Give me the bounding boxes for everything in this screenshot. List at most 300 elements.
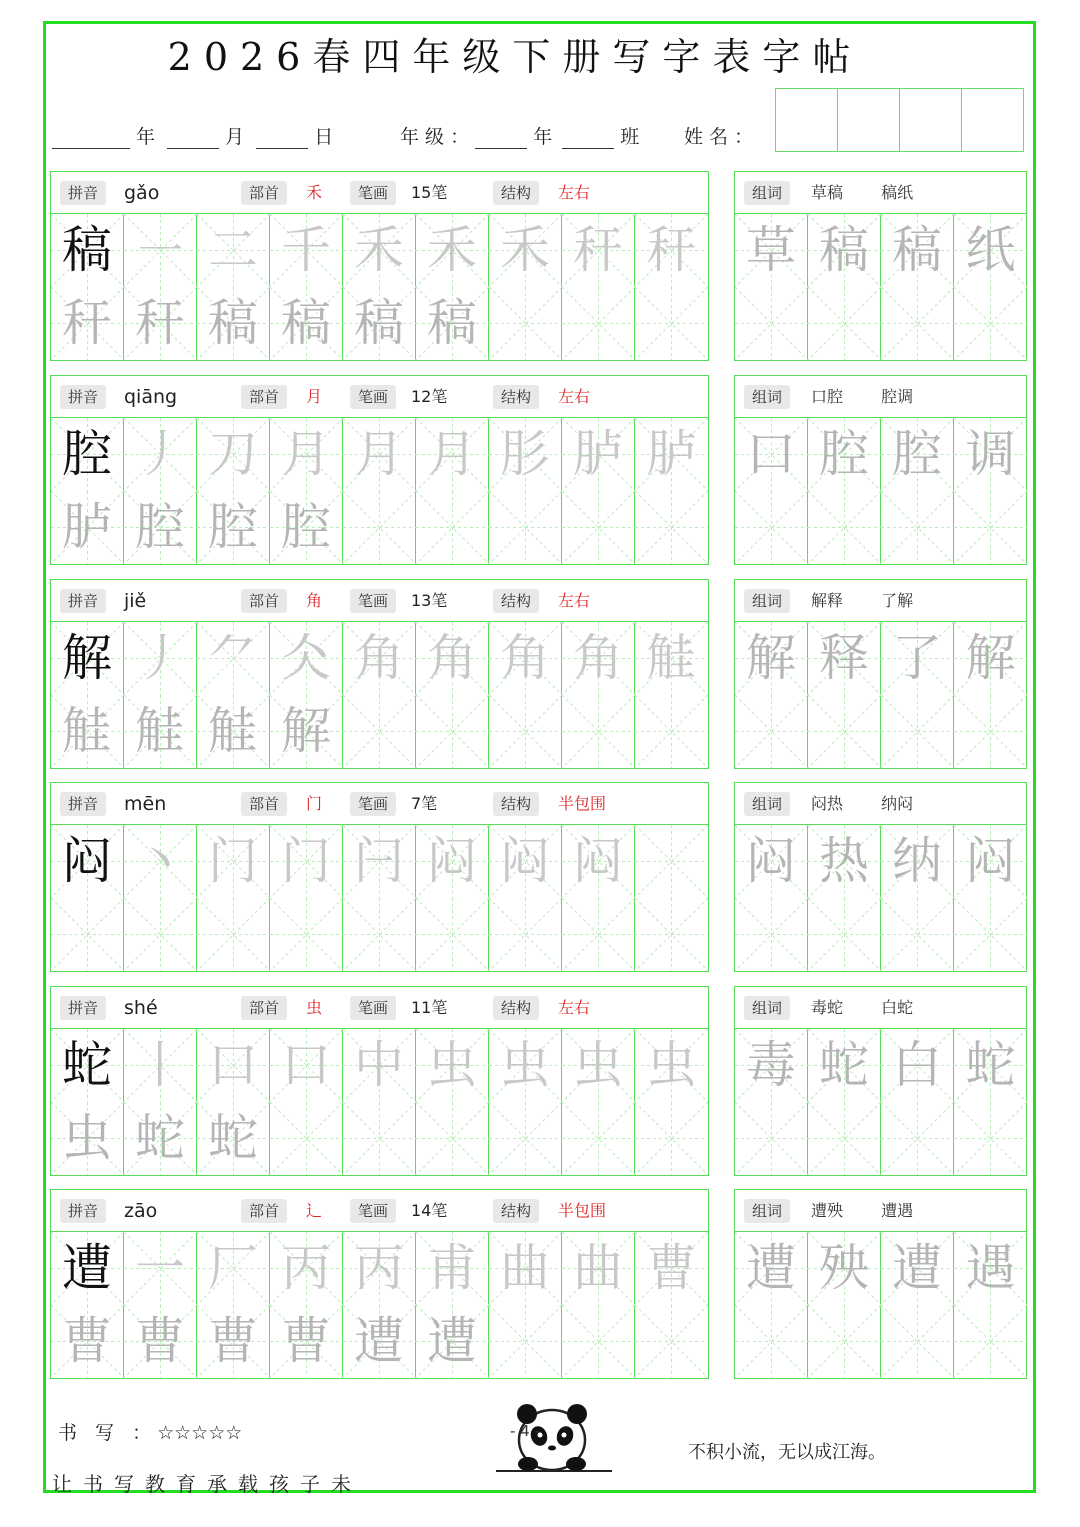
tian-cell[interactable] <box>808 695 881 768</box>
stroke-step-char: 秆 <box>135 294 185 352</box>
stroke-step-char: 禾 <box>354 221 404 279</box>
class-blank[interactable] <box>562 126 614 149</box>
tian-cell[interactable] <box>954 1305 1027 1378</box>
tian-cell[interactable] <box>954 1029 1027 1102</box>
tian-cell[interactable] <box>197 825 270 898</box>
tian-cell[interactable] <box>808 898 881 971</box>
stroke-step-char: 遭 <box>354 1312 404 1370</box>
radical-tag: 部首 <box>241 385 287 409</box>
main-char: 稿 <box>62 221 112 279</box>
tian-cell[interactable] <box>562 825 635 898</box>
tian-cell[interactable] <box>51 1029 124 1102</box>
radical-tag: 部首 <box>241 1199 287 1223</box>
word-char: 殃 <box>819 1239 869 1297</box>
tian-cell[interactable] <box>270 1102 343 1175</box>
tian-cell[interactable] <box>489 214 562 287</box>
tian-cell[interactable] <box>270 214 343 287</box>
stroke-step-char: 月 <box>281 425 331 483</box>
name-label: 姓 名 ： <box>684 126 754 148</box>
tian-cell[interactable] <box>881 418 954 491</box>
words-value: 闷热 纳闷 <box>811 794 914 813</box>
words-value: 解释 了解 <box>811 591 914 610</box>
radical-tag: 部首 <box>241 589 287 613</box>
tian-cell[interactable] <box>343 491 416 564</box>
tian-cell[interactable] <box>635 825 708 898</box>
tian-cell[interactable] <box>270 1305 343 1378</box>
tian-cell[interactable] <box>635 214 708 287</box>
radical-value: 角 <box>306 591 323 610</box>
word-char: 闷 <box>965 832 1016 890</box>
tian-cell[interactable] <box>735 418 808 491</box>
tian-cell[interactable] <box>197 287 270 360</box>
tian-cell[interactable] <box>124 1232 197 1305</box>
tian-cell[interactable] <box>51 491 124 564</box>
tian-cell[interactable] <box>51 418 124 491</box>
tian-cell[interactable] <box>954 1102 1027 1175</box>
tian-cell[interactable] <box>489 898 562 971</box>
name-cell[interactable] <box>775 88 838 152</box>
word-char: 释 <box>819 629 869 687</box>
stroke-step-char: 千 <box>281 221 331 279</box>
tian-cell[interactable] <box>124 287 197 360</box>
tian-cell[interactable] <box>881 825 954 898</box>
page-title: 2026春四年级下册写字表字帖 <box>167 35 863 79</box>
stroke-step-char: 曹 <box>646 1239 697 1297</box>
stroke-step-char: 丿 <box>135 425 185 483</box>
stroke-step-char: 稿 <box>427 294 477 352</box>
tian-cell[interactable] <box>735 1232 808 1305</box>
tian-cell[interactable] <box>416 491 489 564</box>
structure-value: 左右 <box>558 387 591 406</box>
name-boxes[interactable] <box>776 88 1028 152</box>
words-tag: 组词 <box>744 792 790 816</box>
tian-cell[interactable] <box>635 1029 708 1102</box>
tian-cell[interactable] <box>343 622 416 695</box>
stroke-step-char: 腔 <box>208 498 258 556</box>
tian-cell[interactable] <box>954 622 1027 695</box>
tian-cell[interactable] <box>416 1232 489 1305</box>
tian-cell[interactable] <box>808 1232 881 1305</box>
tian-cell[interactable] <box>954 695 1027 768</box>
tian-cell[interactable] <box>343 1102 416 1175</box>
panel-header <box>51 783 708 825</box>
tian-cell[interactable] <box>343 1305 416 1378</box>
tian-cell[interactable] <box>124 1305 197 1378</box>
radical-tag: 部首 <box>241 181 287 205</box>
tian-cell[interactable] <box>270 622 343 695</box>
tian-cell[interactable] <box>124 214 197 287</box>
radical-value: 辶 <box>306 1201 323 1220</box>
tian-cell[interactable] <box>881 214 954 287</box>
radical-value: 月 <box>306 387 323 406</box>
words-tag: 组词 <box>744 181 790 205</box>
stroke-step-char: 丶 <box>135 832 185 890</box>
tian-cell[interactable] <box>735 1029 808 1102</box>
stroke-step-char: 觟 <box>135 702 185 760</box>
stroke-step-char: 门 <box>281 832 331 890</box>
character-panel <box>50 171 709 361</box>
word-header <box>735 1190 1026 1232</box>
tian-cell[interactable] <box>562 622 635 695</box>
name-cell[interactable] <box>899 88 962 152</box>
tian-cell[interactable] <box>51 898 124 971</box>
stroke-step-char: 虫 <box>500 1036 550 1094</box>
tian-cell[interactable] <box>735 898 808 971</box>
word-char: 遭 <box>746 1239 796 1297</box>
stroke-step-char: 仌 <box>281 629 331 687</box>
word-panel <box>734 171 1027 361</box>
tian-cell[interactable] <box>197 418 270 491</box>
month-label: 月 <box>225 126 245 148</box>
tian-cell[interactable] <box>808 825 881 898</box>
words-tag: 组词 <box>744 589 790 613</box>
tian-cell[interactable] <box>197 1029 270 1102</box>
tian-cell[interactable] <box>635 287 708 360</box>
tian-cell[interactable] <box>808 491 881 564</box>
tian-cell[interactable] <box>735 1305 808 1378</box>
stroke-step-char: 禾 <box>427 221 477 279</box>
strokes-tag: 笔画 <box>350 385 396 409</box>
tian-cell[interactable] <box>954 898 1027 971</box>
tian-cell[interactable] <box>489 418 562 491</box>
word-char: 稿 <box>819 221 869 279</box>
word-header <box>735 172 1026 214</box>
tian-cell[interactable] <box>343 1232 416 1305</box>
strokes-tag: 笔画 <box>350 181 396 205</box>
tian-cell[interactable] <box>954 1232 1027 1305</box>
tian-cell[interactable] <box>489 695 562 768</box>
tian-cell[interactable] <box>954 214 1027 287</box>
tian-cell[interactable] <box>808 622 881 695</box>
tian-cell[interactable] <box>416 214 489 287</box>
page-number: - 4 - <box>510 1422 540 1440</box>
stroke-step-char: 丨 <box>135 1036 185 1094</box>
tian-cell[interactable] <box>416 898 489 971</box>
tian-cell[interactable] <box>635 1305 708 1378</box>
tian-cell[interactable] <box>270 287 343 360</box>
tian-cell[interactable] <box>735 695 808 768</box>
tian-cell[interactable] <box>808 1102 881 1175</box>
tian-cell[interactable] <box>489 825 562 898</box>
word-panel <box>734 986 1027 1176</box>
word-char: 遭 <box>892 1239 942 1297</box>
structure-tag: 结构 <box>493 1199 539 1223</box>
tian-cell[interactable] <box>635 898 708 971</box>
tian-cell[interactable] <box>562 214 635 287</box>
panel-header <box>51 172 708 214</box>
panel-header <box>51 580 708 622</box>
radical-tag: 部首 <box>241 996 287 1020</box>
stroke-step-char: 禾 <box>500 221 550 279</box>
pinyin-tag: 拼音 <box>60 1199 106 1223</box>
tian-cell[interactable] <box>562 418 635 491</box>
tian-cell[interactable] <box>635 1102 708 1175</box>
stroke-step-char: 觟 <box>208 702 258 760</box>
tian-cell[interactable] <box>124 695 197 768</box>
stroke-step-char: 遭 <box>427 1312 477 1370</box>
tian-cell[interactable] <box>808 1305 881 1378</box>
tian-cell[interactable] <box>51 622 124 695</box>
month-blank[interactable] <box>167 126 219 149</box>
tian-cell[interactable] <box>124 825 197 898</box>
tian-cell[interactable] <box>124 622 197 695</box>
stroke-step-char: 曹 <box>208 1312 258 1370</box>
tian-cell[interactable] <box>343 695 416 768</box>
tian-cell[interactable] <box>343 214 416 287</box>
tian-cell[interactable] <box>635 622 708 695</box>
tian-cell[interactable] <box>489 1029 562 1102</box>
word-char: 了 <box>892 629 942 687</box>
tian-cell[interactable] <box>416 1029 489 1102</box>
tian-cell[interactable] <box>343 1029 416 1102</box>
tian-cell[interactable] <box>735 1102 808 1175</box>
tian-cell[interactable] <box>635 491 708 564</box>
stroke-step-char: 胪 <box>646 425 697 483</box>
tian-cell[interactable] <box>51 287 124 360</box>
word-panel <box>734 1189 1027 1379</box>
tian-cell[interactable] <box>197 214 270 287</box>
words-tag: 组词 <box>744 996 790 1020</box>
tian-cell[interactable] <box>635 418 708 491</box>
slogan: 让书写教育承载孩子未 <box>52 1472 362 1496</box>
tian-cell[interactable] <box>124 491 197 564</box>
words-value: 毒蛇 白蛇 <box>811 998 914 1017</box>
tian-cell[interactable] <box>124 418 197 491</box>
tian-cell[interactable] <box>416 418 489 491</box>
word-char: 草 <box>746 221 796 279</box>
grade-line <box>400 122 639 149</box>
stroke-step-char: 口 <box>208 1036 258 1094</box>
word-char: 稿 <box>892 221 942 279</box>
stroke-step-char: 曲 <box>573 1239 623 1297</box>
pinyin-value: shé <box>124 997 158 1019</box>
tian-cell[interactable] <box>51 1305 124 1378</box>
tian-cell[interactable] <box>489 1232 562 1305</box>
tian-cell[interactable] <box>343 898 416 971</box>
word-char: 白 <box>892 1036 942 1094</box>
tian-cell[interactable] <box>270 418 343 491</box>
tian-cell[interactable] <box>562 491 635 564</box>
tian-cell[interactable] <box>562 287 635 360</box>
year-label: 年 <box>136 126 156 148</box>
stroke-step-char: 觟 <box>646 629 697 687</box>
tian-cell[interactable] <box>881 898 954 971</box>
day-blank[interactable] <box>256 126 308 149</box>
tian-cell[interactable] <box>808 214 881 287</box>
tian-cell[interactable] <box>51 214 124 287</box>
character-panel <box>50 986 709 1176</box>
stroke-step-char: 闷 <box>573 832 623 890</box>
stroke-step-char: ⺈ <box>208 629 258 687</box>
name-cell[interactable] <box>837 88 900 152</box>
radical-tag: 部首 <box>241 792 287 816</box>
word-char: 口 <box>746 425 796 483</box>
stroke-step-char: 蛇 <box>208 1109 258 1167</box>
tian-cell[interactable] <box>51 825 124 898</box>
tian-cell[interactable] <box>735 287 808 360</box>
structure-tag: 结构 <box>493 181 539 205</box>
tian-cell[interactable] <box>881 491 954 564</box>
tian-cell[interactable] <box>270 1029 343 1102</box>
year-blank[interactable] <box>52 126 130 149</box>
stroke-step-char: 丿 <box>135 629 185 687</box>
grade-blank[interactable] <box>475 126 527 149</box>
tian-cell[interactable] <box>808 287 881 360</box>
stroke-step-char: 曲 <box>500 1239 550 1297</box>
tian-cell[interactable] <box>881 287 954 360</box>
stroke-step-char: 肜 <box>500 425 550 483</box>
stroke-step-char: 胪 <box>62 498 112 556</box>
stroke-step-char: 腔 <box>135 498 185 556</box>
tian-cell[interactable] <box>489 491 562 564</box>
character-panel <box>50 1189 709 1379</box>
panel-header <box>51 987 708 1029</box>
tian-cell[interactable] <box>343 418 416 491</box>
tian-cell[interactable] <box>489 1102 562 1175</box>
stroke-step-char: ㇐ <box>135 221 185 279</box>
stroke-step-char: 虫 <box>646 1036 697 1094</box>
tian-cell[interactable] <box>562 1029 635 1102</box>
tian-cell[interactable] <box>197 491 270 564</box>
tian-cell[interactable] <box>51 1232 124 1305</box>
tian-cell[interactable] <box>489 1305 562 1378</box>
structure-value: 半包围 <box>558 1201 607 1220</box>
tian-cell[interactable] <box>881 622 954 695</box>
tian-cell[interactable] <box>635 695 708 768</box>
tian-cell[interactable] <box>197 622 270 695</box>
tian-cell[interactable] <box>562 695 635 768</box>
tian-cell[interactable] <box>562 898 635 971</box>
date-line <box>52 122 333 149</box>
stroke-step-char: 中 <box>354 1036 404 1094</box>
stroke-step-char: 虫 <box>427 1036 477 1094</box>
structure-tag: 结构 <box>493 589 539 613</box>
tian-cell[interactable] <box>416 1102 489 1175</box>
panel-header <box>51 1190 708 1232</box>
pinyin-tag: 拼音 <box>60 792 106 816</box>
word-header <box>735 987 1026 1029</box>
word-header <box>735 376 1026 418</box>
structure-tag: 结构 <box>493 385 539 409</box>
stroke-step-char: 口 <box>281 1036 331 1094</box>
tian-cell[interactable] <box>808 1029 881 1102</box>
tian-cell[interactable] <box>735 214 808 287</box>
tian-cell[interactable] <box>881 1232 954 1305</box>
tian-cell[interactable] <box>489 287 562 360</box>
tian-cell[interactable] <box>197 1305 270 1378</box>
character-panel <box>50 579 709 769</box>
tian-cell[interactable] <box>51 1102 124 1175</box>
word-char: 解 <box>746 629 796 687</box>
tian-cell[interactable] <box>197 1102 270 1175</box>
tian-cell[interactable] <box>124 898 197 971</box>
tian-cell[interactable] <box>270 825 343 898</box>
tian-cell[interactable] <box>416 1305 489 1378</box>
character-panel <box>50 375 709 565</box>
stroke-step-char: 稿 <box>281 294 331 352</box>
tian-cell[interactable] <box>808 418 881 491</box>
tian-cell[interactable] <box>416 825 489 898</box>
words-value: 口腔 腔调 <box>811 387 914 406</box>
tian-cell[interactable] <box>51 695 124 768</box>
stroke-step-char: 甫 <box>427 1239 477 1297</box>
strokes-value: 7笔 <box>411 794 438 813</box>
stroke-step-char: 丙 <box>281 1239 331 1297</box>
strokes-value: 13笔 <box>411 591 448 610</box>
tian-cell[interactable] <box>416 622 489 695</box>
pinyin-tag: 拼音 <box>60 181 106 205</box>
tian-cell[interactable] <box>270 491 343 564</box>
rating-stars[interactable]: ☆☆☆☆☆ <box>157 1422 243 1444</box>
stroke-step-char: 秆 <box>573 221 623 279</box>
tian-cell[interactable] <box>562 1102 635 1175</box>
motto: 不积小流，无以成江海。 <box>688 1442 886 1463</box>
tian-cell[interactable] <box>124 1102 197 1175</box>
words-tag: 组词 <box>744 385 790 409</box>
word-char: 腔 <box>819 425 869 483</box>
word-char: 毒 <box>746 1036 796 1094</box>
tian-cell[interactable] <box>197 898 270 971</box>
tian-cell[interactable] <box>416 695 489 768</box>
tian-cell[interactable] <box>881 1102 954 1175</box>
words-value: 遭殃 遭遇 <box>811 1201 914 1220</box>
tian-cell[interactable] <box>270 1232 343 1305</box>
strokes-value: 12笔 <box>411 387 448 406</box>
tian-cell[interactable] <box>954 287 1027 360</box>
class-label: 班 <box>620 126 640 148</box>
word-char: 热 <box>819 832 869 890</box>
tian-cell[interactable] <box>270 695 343 768</box>
stroke-step-char: 虫 <box>62 1109 112 1167</box>
word-char: 遇 <box>965 1239 1016 1297</box>
tian-cell[interactable] <box>735 491 808 564</box>
stroke-step-char: 闷 <box>427 832 477 890</box>
tian-cell[interactable] <box>735 825 808 898</box>
tian-cell[interactable] <box>881 695 954 768</box>
stroke-step-char: 秆 <box>62 294 112 352</box>
tian-cell[interactable] <box>954 418 1027 491</box>
name-cell[interactable] <box>961 88 1024 152</box>
tian-cell[interactable] <box>635 1232 708 1305</box>
stroke-step-char: 觟 <box>62 702 112 760</box>
tian-cell[interactable] <box>343 825 416 898</box>
tian-cell[interactable] <box>954 491 1027 564</box>
tian-cell[interactable] <box>197 1232 270 1305</box>
tian-cell[interactable] <box>954 825 1027 898</box>
stroke-step-char: 角 <box>427 629 477 687</box>
tian-cell[interactable] <box>562 1305 635 1378</box>
tian-cell[interactable] <box>735 622 808 695</box>
tian-cell[interactable] <box>881 1029 954 1102</box>
tian-cell[interactable] <box>197 695 270 768</box>
stroke-step-char: 曹 <box>62 1312 112 1370</box>
strokes-tag: 笔画 <box>350 1199 396 1223</box>
tian-cell[interactable] <box>270 898 343 971</box>
word-panel <box>734 375 1027 565</box>
stroke-step-char: 角 <box>354 629 404 687</box>
tian-cell[interactable] <box>562 1232 635 1305</box>
tian-cell[interactable] <box>124 1029 197 1102</box>
stroke-step-char: 闷 <box>500 832 550 890</box>
pinyin-value: jiě <box>124 590 147 612</box>
tian-cell[interactable] <box>489 622 562 695</box>
main-char: 闷 <box>62 832 112 890</box>
stroke-step-char: 一 <box>135 1239 185 1297</box>
tian-cell[interactable] <box>881 1305 954 1378</box>
tian-cell[interactable] <box>343 287 416 360</box>
tian-cell[interactable] <box>416 287 489 360</box>
word-panel <box>734 782 1027 972</box>
